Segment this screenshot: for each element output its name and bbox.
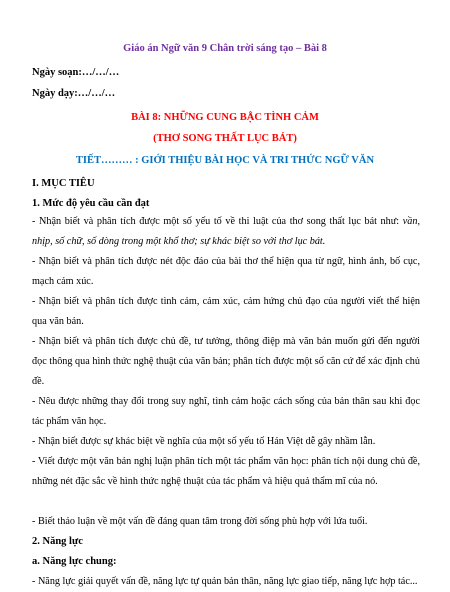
- objective-1: [32, 212, 420, 252]
- section-general-competency: a. Năng lực chung:: [32, 556, 117, 567]
- section-requirements: 1. Mức độ yêu cầu cần đạt: [32, 198, 150, 209]
- objective-7: - Viết được một văn bản nghị luận phân tích một tác phẩm văn học: phân tích nội dung chủ đề, những nét đặc sắc về hình thức nghệ thuật của tác phẩm và hiệu quả thẩm mĩ của nó.: [32, 456, 420, 487]
- objective-1-italic: vần, nhịp, số chữ, số dòng trong một khổ thơ; sự khác biệt so với thơ lục bát.: [32, 216, 420, 247]
- objective-2: - Nhận biết và phân tích được nét độc đáo của bài thơ thể hiện qua từ ngữ, hình ảnh, bố cục, mạch cảm xúc.: [32, 256, 420, 287]
- section-objectives: I. MỤC TIÊU: [32, 178, 95, 189]
- objective-4: - Nhận biết và phân tích được chủ đề, tư tưởng, thông điệp mà văn bản muốn gửi đến người đọc thông qua hình thức nghệ thuật của văn bản; phân tích được một số căn cứ để xác định chủ đề.: [32, 336, 420, 387]
- date-taught: Ngày dạy:…/…/…: [32, 88, 116, 99]
- objective-8: - Biết thảo luận về một vấn đề đáng quan tâm trong đời sống phù hợp với lứa tuổi.: [32, 516, 368, 527]
- date-prepared: Ngày soạn:…/…/…: [32, 67, 120, 78]
- competency-text: - Năng lực giải quyết vấn đề, năng lực tự quản bản thân, năng lực giao tiếp, năng lực hợp tác...: [32, 576, 418, 587]
- objective-3: - Nhận biết và phân tích được tình cảm, cảm xúc, cảm hứng chủ đạo của người viết thể hiện qua văn bản.: [32, 296, 420, 327]
- document-header: Giáo án Ngữ văn 9 Chân trời sáng tạo – Bài 8: [123, 43, 327, 54]
- lesson-title: BÀI 8: NHỮNG CUNG BẬC TÌNH CẢM: [131, 112, 319, 123]
- objective-6: - Nhận biết được sự khác biệt về nghĩa của một số yếu tố Hán Việt dễ gây nhầm lẫn.: [32, 436, 376, 447]
- objective-5: - Nêu được những thay đổi trong suy nghĩ, tình cảm hoặc cách sống của bản thân sau khi đọc tác phẩm văn học.: [32, 396, 420, 427]
- objective-1-text: - Nhận biết và phân tích được một số yếu tố về thi luật của thơ song thất lục bát như:: [32, 216, 403, 227]
- lesson-subtitle: (THƠ SONG THẤT LỤC BÁT): [153, 133, 297, 144]
- lesson-period: TIẾT……… : GIỚI THIỆU BÀI HỌC VÀ TRI THỨC NGỮ VĂN: [75, 155, 375, 166]
- section-competency: 2. Năng lực: [32, 536, 83, 547]
